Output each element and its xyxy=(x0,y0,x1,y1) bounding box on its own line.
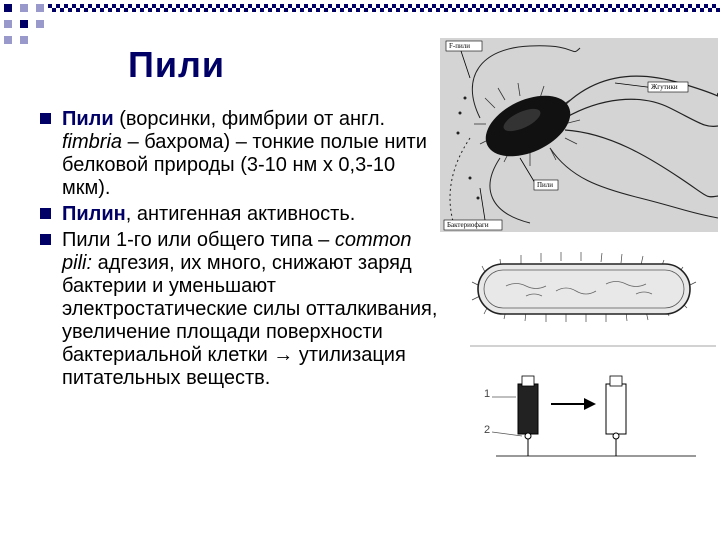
deco-square xyxy=(4,20,12,28)
checker-strip xyxy=(48,4,720,12)
bullet-keyword: Пили xyxy=(62,108,114,130)
bullet-italic: fimbria xyxy=(62,131,123,153)
label-flagella: Жгутики xyxy=(651,83,678,91)
label-two: 2 xyxy=(484,424,491,436)
bullet-text: – бахрома) – тонкие полые нити белковой природы (3-10 нм х 0,3-10 мкм). xyxy=(62,131,427,199)
bullet-keyword: Пилин xyxy=(62,203,126,225)
deco-square xyxy=(20,20,28,28)
bullet-list xyxy=(40,108,440,393)
bullet-italic: common pili: xyxy=(62,229,412,274)
bullet-common-pili xyxy=(40,229,440,390)
bullet-pili xyxy=(40,108,440,200)
bullet-text: (ворсинки, фимбрии от англ. xyxy=(113,108,386,130)
micrograph-drawing xyxy=(440,38,718,232)
bullet-square-icon xyxy=(40,234,51,245)
deco-square xyxy=(4,4,12,12)
deco-square xyxy=(20,4,28,12)
deco-square xyxy=(36,4,44,12)
deco-square xyxy=(36,20,44,28)
adhesion-schematic xyxy=(466,246,720,486)
label-f-pili: F-пили xyxy=(449,42,470,50)
slide-title: Пили xyxy=(128,44,226,85)
bullet-pilin xyxy=(40,203,440,226)
label-one: 1 xyxy=(484,388,491,400)
deco-square xyxy=(4,36,12,44)
bullet-square-icon xyxy=(40,113,51,124)
label-pili: Пили xyxy=(537,181,554,189)
deco-square xyxy=(20,36,28,44)
bullet-text: , антигенная активность. xyxy=(125,203,356,225)
bullet-text: Пили 1-го или общего типа – xyxy=(62,229,335,251)
adhesion-drawing xyxy=(466,246,720,486)
bullet-text: адгезия, их много, снижают заряд бактерии и уменьшают электростатические силы отталкивания, увеличение площади поверхности бактериальной клетки → утилизация питательных веществ. xyxy=(62,252,438,389)
bacterium-micrograph xyxy=(440,38,718,232)
label-phages: Бактериофаги xyxy=(447,221,489,229)
bullet-square-icon xyxy=(40,208,51,219)
